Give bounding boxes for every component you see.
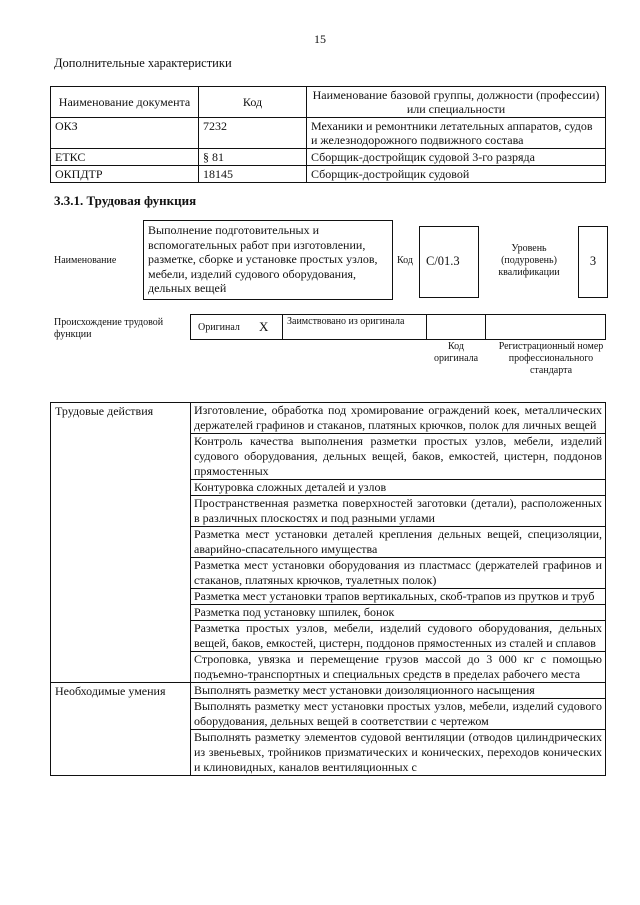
- name-label: Наименование: [54, 255, 117, 266]
- table-row: [51, 166, 606, 183]
- cell-name: Сборщик-достройщик судовой 3-го разряда: [307, 149, 606, 166]
- labor-action-item: Изготовление, обработка под хромирование ограждений коек, металлических держателей графинов и стаканов, платяных крючков, полок для личных вещей: [191, 403, 606, 434]
- cell-name: Сборщик-достройщик судовой: [307, 166, 606, 183]
- labor-action-item: Разметка мест установки деталей крепления дельных вещей, специзоляции, аварийно-спасательного имущества: [191, 527, 606, 558]
- table-row: [51, 149, 606, 166]
- table-header-row: [51, 87, 606, 118]
- skills-label: Необходимые умения: [51, 683, 191, 776]
- table-row: [51, 118, 606, 149]
- labor-action-item: Контроль качества выполнения разметки простых узлов, мебели, изделий судового оборудования, дельных вещей, баков, емкостей, цистерн, поддонов прямостенных: [191, 434, 606, 480]
- table-row: [51, 403, 606, 434]
- header-code: Код: [199, 87, 307, 118]
- labor-action-item: Контуровка сложных деталей и узлов: [191, 480, 606, 496]
- cell-code: § 81: [199, 149, 307, 166]
- level-label: Уровень (подуровень) квалификации: [498, 243, 560, 278]
- cell-name: Механики и ремонтники летательных аппаратов, судов и железнодорожного подвижного состава: [307, 118, 606, 149]
- skill-item: Выполнять разметку элементов судовой вентиляции (отводов цилиндрических из звеньевых, тройников призматических и конических, переходов конических и клиновидных, каналов вентиляционных с: [191, 730, 606, 776]
- borrowed-cell: [282, 314, 427, 340]
- original-cell: [190, 314, 283, 340]
- qualification-level-box: 3: [578, 226, 608, 298]
- code-label: Код: [397, 255, 413, 266]
- labor-action-item: Разметка мест установки оборудования из пластмасс (держателей графинов и стаканов, платяных крючков, туалетных полок): [191, 558, 606, 589]
- labor-action-item: Разметка мест установки трапов вертикальных, скоб-трапов из прутков и труб: [191, 589, 606, 605]
- skill-item: Выполнять разметку мест установки простых узлов, мебели, изделий судового оборудования, дельных вещей в соответствии с чертежом: [191, 699, 606, 730]
- cell-code: 18145: [199, 166, 307, 183]
- page-number: 15: [314, 32, 326, 46]
- function-name-box: Выполнение подготовительных и вспомогательных работ при изготовлении, разметке, сборке и установке простых узлов, мебели, изделий судового оборудования, дельных вещей: [143, 220, 393, 300]
- reg-number-caption: Регистрационный номер профессионального стандарта: [498, 341, 604, 376]
- cell-doc: ЕТКС: [51, 149, 199, 166]
- labor-action-item: Разметка под установку шпилек, бонок: [191, 605, 606, 621]
- original-code-caption: Код оригинала: [433, 341, 479, 364]
- header-group-name: Наименование базовой группы, должности (профессии) или специальности: [307, 87, 606, 118]
- labor-action-item: Строповка, увязка и перемещение грузов массой до 3 000 кг с помощью подъемно-транспортных и специальных средств в пределах рабочего места: [191, 652, 606, 683]
- section-title: 3.3.1. Трудовая функция: [54, 193, 197, 208]
- original-mark: X: [259, 319, 269, 334]
- table-row: [51, 683, 606, 699]
- skill-item: Выполнять разметку мест установки доизоляционного насыщения: [191, 683, 606, 699]
- original-label: Оригинал: [198, 322, 240, 333]
- origin-row: [190, 314, 606, 340]
- header-doc-name: Наименование документа: [51, 87, 199, 118]
- function-code-box: C/01.3: [419, 226, 479, 298]
- cell-doc: ОКЗ: [51, 118, 199, 149]
- cell-doc: ОКПДТР: [51, 166, 199, 183]
- labor-function-details-table: [50, 402, 606, 776]
- labor-action-item: Разметка простых узлов, мебели, изделий судового оборудования, дельных вещей, баков, емкостей, цистерн, поддонов прямостенных из сталей и сплавов: [191, 621, 606, 652]
- cell-code: 7232: [199, 118, 307, 149]
- borrowed-label: Заимствовано из оригинала: [287, 316, 405, 327]
- additional-characteristics-table: [50, 86, 606, 183]
- labor-actions-label: Трудовые действия: [51, 403, 191, 683]
- additional-characteristics-title: Дополнительные характеристики: [54, 56, 232, 70]
- labor-action-item: Пространственная разметка поверхностей заготовки (детали), расположенных в различных плоскостях и под разными углами: [191, 496, 606, 527]
- original-code-cell: [426, 314, 486, 340]
- origin-label: Происхождение трудовой функции: [54, 317, 164, 340]
- reg-number-cell: [485, 314, 606, 340]
